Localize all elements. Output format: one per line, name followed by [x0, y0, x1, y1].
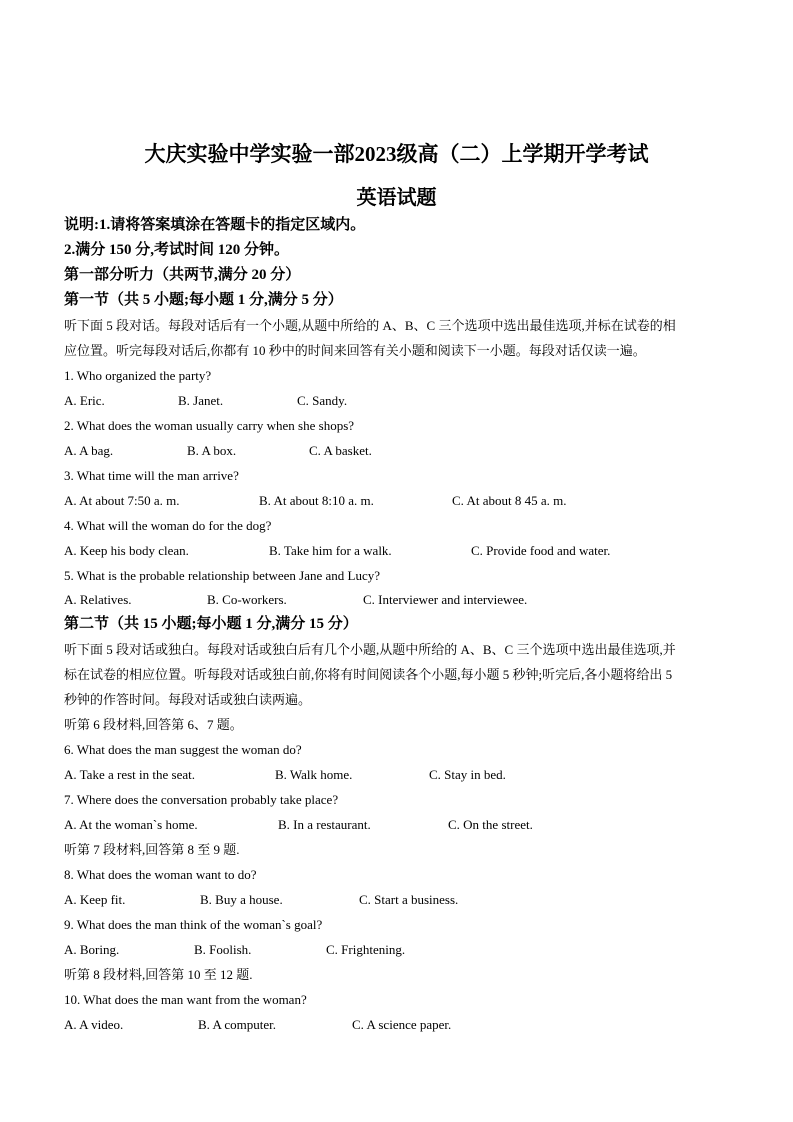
option-b: B. Take him for a walk.: [269, 543, 392, 558]
option-a: A. A video.: [64, 1017, 124, 1032]
option-b: B. Janet.: [178, 393, 224, 408]
directions-line: 应位置。听完每段对话后,你都有 10 秒中的时间来回答有关小题和阅读下一小题。每段对话仅读一遍。: [64, 343, 646, 358]
option-a: A. Take a rest in the seat.: [64, 767, 195, 782]
option-a: A. At about 7:50 a. m.: [64, 493, 180, 508]
option-c: C. At about 8 45 a. m.: [452, 493, 567, 508]
directions-line: 听下面 5 段对话或独白。每段对话或独白后有几个小题,从题中所给的 A、B、C 三个选项中选出最佳选项,并: [64, 642, 676, 657]
option-a: A. At the woman`s home.: [64, 817, 198, 832]
option-b: B. At about 8:10 a. m.: [259, 493, 374, 508]
option-a: A. Relatives.: [64, 592, 132, 607]
question-text: 9. What does the man think of the woman`s goal?: [64, 917, 323, 932]
option-b: B. Walk home.: [275, 767, 353, 782]
option-a: A. Boring.: [64, 942, 120, 957]
question-text: 4. What will the woman do for the dog?: [64, 518, 272, 533]
question-text: 8. What does the woman want to do?: [64, 867, 257, 882]
option-b: B. Foolish.: [194, 942, 252, 957]
question-text: 3. What time will the man arrive?: [64, 468, 239, 483]
option-c: C. Stay in bed.: [429, 767, 506, 782]
group-intro: 听第 8 段材料,回答第 10 至 12 题.: [64, 967, 253, 982]
option-c: C. A basket.: [309, 443, 372, 458]
question-text: 10. What does the man want from the woman?: [64, 992, 307, 1007]
option-b: B. A box.: [187, 443, 237, 458]
option-a: A. Keep his body clean.: [64, 543, 189, 558]
option-c: C. Provide food and water.: [471, 543, 611, 558]
option-c: C. Start a business.: [359, 892, 459, 907]
question-text: 5. What is the probable relationship between Jane and Lucy?: [64, 568, 380, 583]
option-c: C. Interviewer and interviewee.: [363, 592, 528, 607]
section-heading: 第一节（共 5 小题;每小题 1 分,满分 5 分）: [64, 292, 343, 308]
directions-line: 标在试卷的相应位置。听每段对话或独白前,你将有时间阅读各个小题,每小题 5 秒钟;听完后,各小题将给出 5: [64, 667, 673, 682]
exam-subtitle: 英语试题: [356, 187, 437, 209]
option-b: B. Co-workers.: [207, 592, 287, 607]
question-text: 2. What does the woman usually carry when she shops?: [64, 418, 355, 433]
part-heading: 第一部分听力（共两节,满分 20 分）: [64, 267, 301, 283]
exam-title: 大庆实验中学实验一部2023级高（二）上学期开学考试: [144, 142, 649, 166]
option-a: A. A bag.: [64, 443, 114, 458]
option-c: C. Frightening.: [326, 942, 406, 957]
option-a: A. Eric.: [64, 393, 105, 408]
option-b: B. A computer.: [198, 1017, 276, 1032]
question-text: 7. Where does the conversation probably take place?: [64, 792, 339, 807]
directions-line: 秒钟的作答时间。每段对话或独白读两遍。: [64, 692, 312, 707]
instruction-line: 2.满分 150 分,考试时间 120 分钟。: [64, 242, 290, 258]
option-c: C. On the street.: [448, 817, 533, 832]
instruction-line: 说明:1.请将答案填涂在答题卡的指定区域内。: [64, 217, 366, 233]
directions-line: 听下面 5 段对话。每段对话后有一个小题,从题中所给的 A、B、C 三个选项中选出最佳选项,并标在试卷的相: [64, 318, 676, 333]
question-text: 1. Who organized the party?: [64, 368, 212, 383]
option-c: C. A science paper.: [352, 1017, 452, 1032]
group-intro: 听第 6 段材料,回答第 6、7 题。: [64, 717, 243, 732]
option-b: B. Buy a house.: [200, 892, 283, 907]
option-a: A. Keep fit.: [64, 892, 126, 907]
option-b: B. In a restaurant.: [278, 817, 371, 832]
group-intro: 听第 7 段材料,回答第 8 至 9 题.: [64, 842, 240, 857]
section-heading: 第二节（共 15 小题;每小题 1 分,满分 15 分）: [64, 616, 358, 632]
question-text: 6. What does the man suggest the woman do?: [64, 742, 302, 757]
option-c: C. Sandy.: [297, 393, 348, 408]
